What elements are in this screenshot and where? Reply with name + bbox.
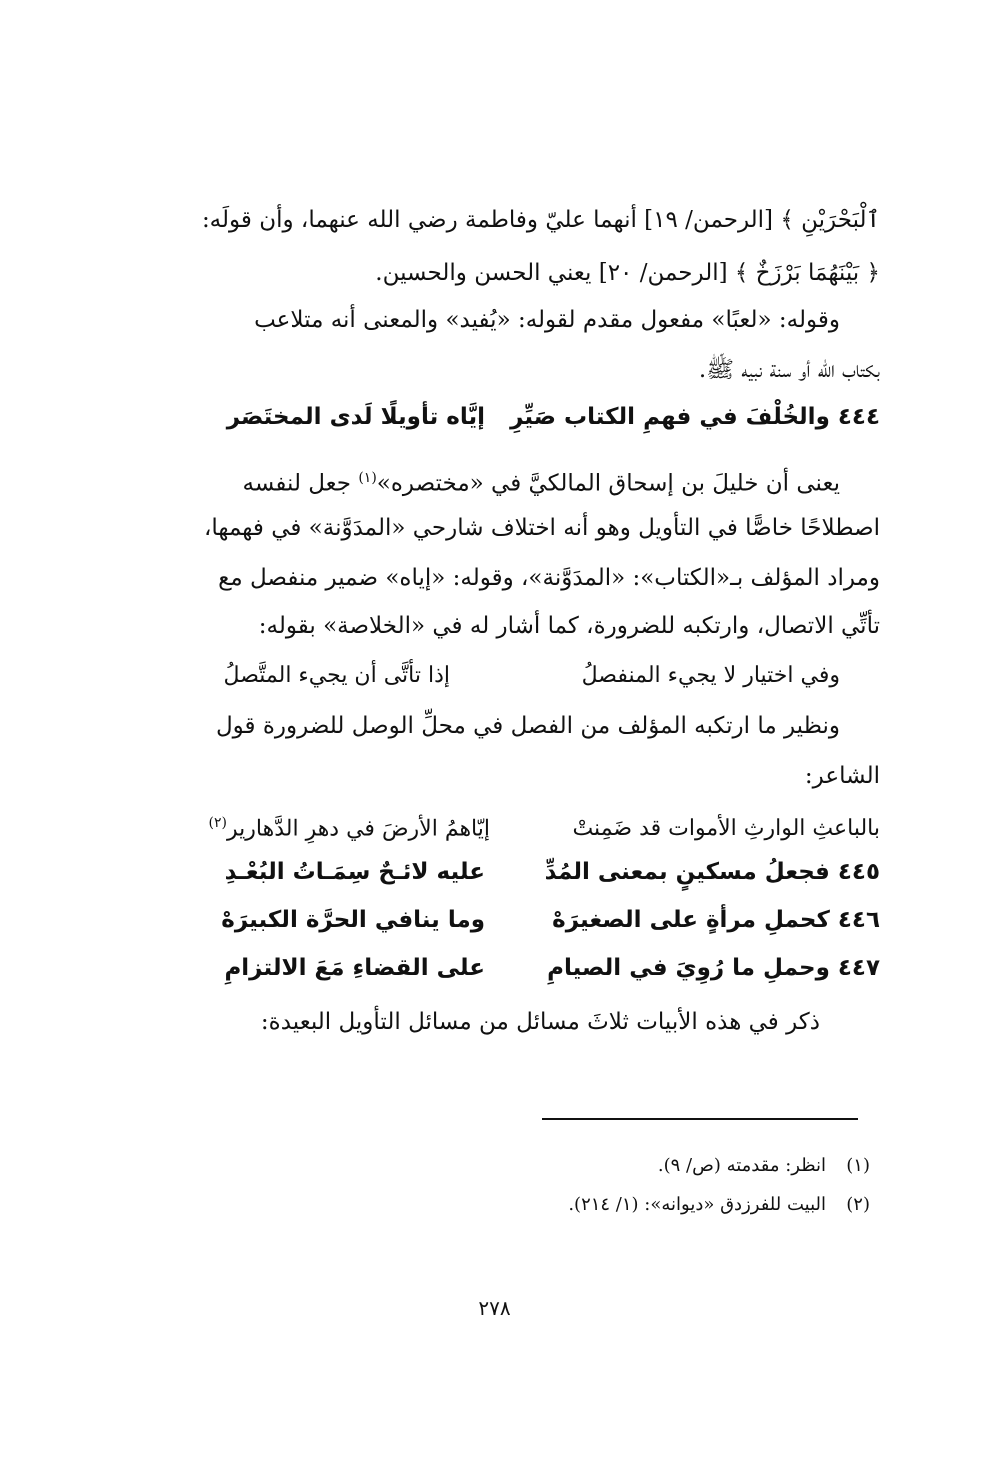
- verse-445-first-hemistich: ٤٤٥ فجعلُ مسكينٍ بمعنى المُدِّ: [544, 859, 880, 885]
- footnote-divider: [542, 1118, 858, 1120]
- body-line-1: ٱلْبَحْرَيْنِ ﴾ [الرحمن/ ١٩] أنهما عليّ وفاطمة رضي الله عنهما، وأن قولَه:: [201, 207, 880, 233]
- body-line-10: الشاعر:: [804, 763, 880, 789]
- verse-447-second-hemistich: على القضاءِ مَعَ الالتزامِ: [224, 955, 485, 981]
- verse-447: [110, 948, 880, 988]
- body-line-5-text-end: جعل لنفسه: [242, 470, 359, 497]
- verse-447-first-hemistich: ٤٤٧ وحملِ ما رُوِيَ في الصيامِ: [547, 955, 880, 981]
- footnote-mark-1: (١): [358, 470, 377, 486]
- body-line-9: ونظير ما ارتكبه المؤلف من الفصل في محلِّ الوصل للضرورة قول: [215, 713, 840, 739]
- quoted-verse-2-second-hemistich: [150, 803, 490, 849]
- footnote-2: [110, 1189, 870, 1221]
- body-line-2: ﴿ بَيْنَهُمَا بَرْزَخٌ ﴾ [الرحمن/ ٢٠] يعني الحسن والحسين.: [375, 260, 880, 286]
- verse-444-second-hemistich: إيَّاه تأويلًا لَدى المختَصَر: [226, 404, 485, 430]
- body-line-4: بكتاب الله أو سنة نبيه ﷺ.: [698, 357, 880, 383]
- body-line-5: [110, 458, 880, 504]
- page-number: ٢٧٨: [478, 1296, 511, 1320]
- verse-444: [110, 397, 880, 437]
- body-line-11: ذكر في هذه الأبيات ثلاثَ مسائل من مسائل التأويل البعيدة:: [260, 1009, 820, 1035]
- footnote-2-text: البيت للفرزدق «ديوانه»: (١/ ٢١٤).: [568, 1194, 826, 1215]
- verse-445: [110, 852, 880, 892]
- body-line-6: اصطلاحًا خاصًّا في التأويل وهو أنه اختلاف شارحي «المدَوَّنة» في فهمها،: [203, 515, 880, 541]
- body-line-5-text: يعنى أن خليلَ بن إسحاق المالكيَّ في «مختصره»: [376, 470, 840, 497]
- quoted-verse-2-first-hemistich: بالباعثِ الوارثِ الأموات قد ضَمِنتْ: [572, 816, 880, 842]
- body-line-8: تأتِّي الاتصال، وارتكبه للضرورة، كما أشار له في «الخلاصة» بقوله:: [258, 613, 880, 639]
- quoted-verse-1-first-hemistich: وفي اختيار لا يجيء المنفصلُ: [581, 663, 840, 688]
- footnote-2-number: (٢): [846, 1194, 870, 1215]
- footnote-1-number: (١): [846, 1155, 870, 1176]
- verse-446: [110, 900, 880, 940]
- footnote-mark-2: (٢): [208, 815, 228, 831]
- verse-446-first-hemistich: ٤٤٦ كحملِ مرأةٍ على الصغيرَهْ: [552, 907, 880, 933]
- body-line-7: ومراد المؤلف بـ«الكتاب»: «المدَوَّنة»، وقوله: «إياه» ضمير منفصل مع: [218, 565, 880, 591]
- quoted-verse-1-second-hemistich: إذا تأتَّى أن يجيء المتَّصلُ: [223, 663, 450, 688]
- quoted-verse-1: [110, 656, 880, 696]
- verse-444-first-hemistich: ٤٤٤ والخُلْفَ في فهمِ الكتاب صَيِّرِ: [510, 404, 880, 430]
- verse-445-second-hemistich: عليه لائـحٌ سِمَـاتُ البُعْـدِ: [224, 859, 485, 885]
- quoted-verse-2-second-hemistich-text: إيّاهمُ الأرضَ في دهرِ الدَّهارير: [227, 816, 490, 842]
- footnote-1-text: انظر: مقدمته (ص/ ٩).: [657, 1155, 826, 1176]
- verse-446-second-hemistich: وما ينافي الحرَّة الكبيرَهْ: [221, 907, 485, 933]
- quoted-verse-2: [110, 803, 880, 849]
- body-line-3: وقوله: «لعبًا» مفعول مقدم لقوله: «يُفيد» والمعنى أنه متلاعب: [254, 307, 840, 333]
- footnote-1: [110, 1150, 870, 1182]
